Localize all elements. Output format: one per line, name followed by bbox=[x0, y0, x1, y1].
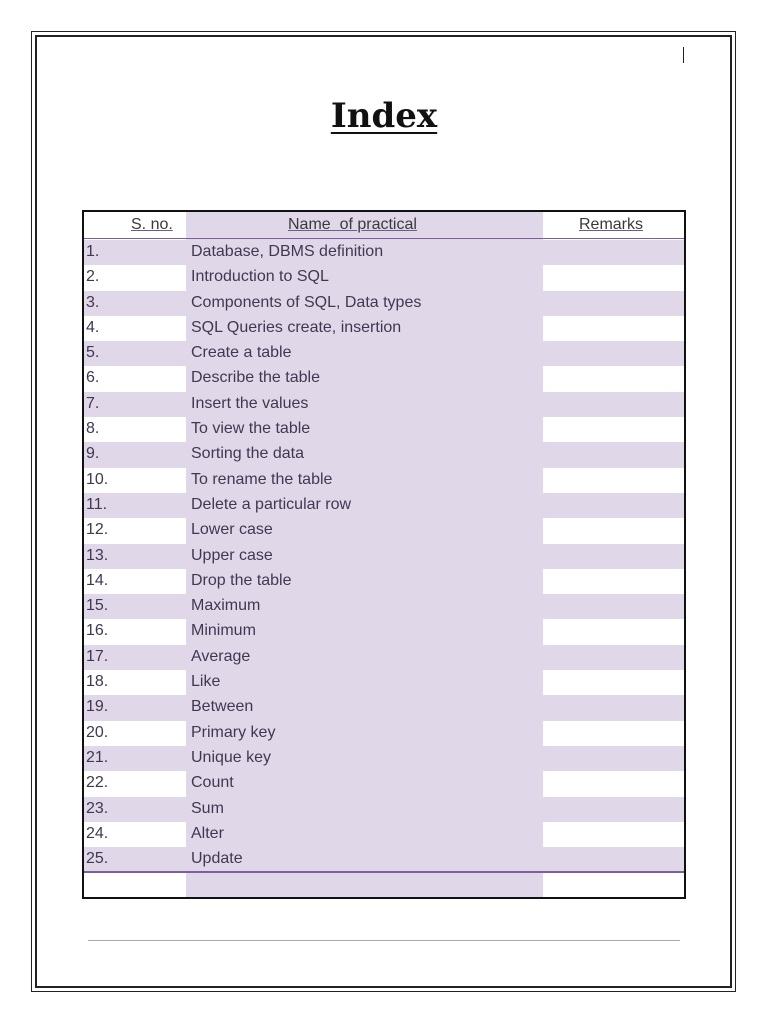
row-remarks-cell[interactable] bbox=[543, 746, 684, 771]
row-remarks-cell[interactable] bbox=[543, 645, 684, 670]
row-remarks-cell[interactable] bbox=[543, 366, 684, 391]
row-remarks-cell[interactable] bbox=[543, 569, 684, 594]
row-remarks-cell[interactable] bbox=[543, 518, 684, 543]
table-row bbox=[84, 594, 684, 619]
row-remarks-cell[interactable] bbox=[543, 695, 684, 720]
table-row bbox=[84, 822, 684, 847]
header-name: Name of practical bbox=[288, 216, 417, 233]
row-sno: 1. bbox=[86, 243, 100, 260]
row-remarks-cell[interactable] bbox=[543, 316, 684, 341]
table-header-row bbox=[84, 212, 684, 239]
table-row bbox=[84, 721, 684, 746]
table-row bbox=[84, 417, 684, 442]
row-practical-name: Maximum bbox=[191, 597, 261, 615]
table-row bbox=[84, 468, 684, 493]
row-sno: 19. bbox=[86, 698, 109, 716]
row-sno: 3. bbox=[86, 293, 100, 311]
table-row bbox=[84, 771, 684, 796]
row-practical-name: Unique key bbox=[191, 748, 272, 766]
row-remarks-cell[interactable] bbox=[543, 417, 684, 442]
text-cursor bbox=[683, 47, 684, 63]
row-practical-name: Components of SQL, Data types bbox=[191, 293, 422, 311]
index-table bbox=[82, 210, 686, 899]
row-sno: 4. bbox=[86, 318, 100, 336]
row-remarks-cell[interactable] bbox=[543, 594, 684, 619]
row-practical-name: Create a table bbox=[191, 344, 292, 362]
row-sno: 10. bbox=[86, 470, 109, 488]
row-practical-name: Count bbox=[191, 774, 234, 792]
row-sno: 22. bbox=[86, 774, 109, 792]
row-sno: 16. bbox=[86, 622, 109, 640]
table-row bbox=[84, 240, 684, 265]
row-sno: 9. bbox=[86, 445, 100, 463]
row-practical-name: Between bbox=[191, 698, 254, 716]
row-remarks-cell[interactable] bbox=[543, 721, 684, 746]
row-practical-name: Database, DBMS definition bbox=[191, 243, 384, 260]
row-practical-name: Lower case bbox=[191, 521, 273, 539]
table-row bbox=[84, 746, 684, 771]
table-bottom-rule bbox=[84, 871, 684, 873]
table-row bbox=[84, 797, 684, 822]
row-remarks-cell[interactable] bbox=[543, 291, 684, 316]
row-remarks-cell[interactable] bbox=[543, 544, 684, 569]
page-title-text: Index bbox=[330, 96, 438, 136]
header-remarks: Remarks bbox=[579, 216, 644, 233]
row-practical-name: Describe the table bbox=[191, 369, 320, 387]
row-practical-name: Primary key bbox=[191, 723, 276, 741]
row-practical-name: Introduction to SQL bbox=[191, 268, 329, 286]
table-row bbox=[84, 670, 684, 695]
row-practical-name: Update bbox=[191, 850, 243, 868]
row-sno: 7. bbox=[86, 394, 100, 412]
row-practical-name: Sum bbox=[191, 799, 224, 817]
row-practical-name: Upper case bbox=[191, 546, 273, 564]
table-row bbox=[84, 518, 684, 543]
row-sno: 15. bbox=[86, 597, 109, 615]
row-practical-name: Alter bbox=[191, 824, 224, 842]
table-row bbox=[84, 695, 684, 720]
row-sno: 6. bbox=[86, 369, 100, 387]
row-sno: 25. bbox=[86, 850, 109, 868]
table-row bbox=[84, 316, 684, 341]
table-body bbox=[84, 240, 684, 872]
row-practical-name: Minimum bbox=[191, 622, 256, 640]
row-sno: 5. bbox=[86, 344, 100, 362]
row-sno: 23. bbox=[86, 799, 109, 817]
row-sno: 13. bbox=[86, 546, 109, 564]
footer-rule bbox=[88, 940, 680, 941]
row-remarks-cell[interactable] bbox=[543, 797, 684, 822]
row-sno: 14. bbox=[86, 571, 109, 589]
row-practical-name: Like bbox=[191, 673, 221, 691]
row-remarks-cell[interactable] bbox=[543, 442, 684, 467]
table-row bbox=[84, 847, 684, 872]
row-practical-name: Insert the values bbox=[191, 394, 309, 412]
row-remarks-cell[interactable] bbox=[543, 341, 684, 366]
row-remarks-cell[interactable] bbox=[543, 822, 684, 847]
row-remarks-cell[interactable] bbox=[543, 493, 684, 518]
row-practical-name: To view the table bbox=[191, 420, 311, 438]
row-sno: 17. bbox=[86, 647, 109, 665]
row-sno: 21. bbox=[86, 748, 109, 766]
table-row bbox=[84, 619, 684, 644]
row-remarks-cell[interactable] bbox=[543, 240, 684, 265]
table-row bbox=[84, 442, 684, 467]
row-practical-name: Average bbox=[191, 647, 251, 665]
row-sno: 2. bbox=[86, 268, 100, 286]
row-remarks-cell[interactable] bbox=[543, 670, 684, 695]
table-row bbox=[84, 645, 684, 670]
row-practical-name: Drop the table bbox=[191, 571, 292, 589]
row-sno: 11. bbox=[86, 495, 108, 513]
row-remarks-cell[interactable] bbox=[543, 265, 684, 290]
row-sno: 12. bbox=[86, 521, 109, 539]
row-remarks-cell[interactable] bbox=[543, 392, 684, 417]
table-row bbox=[84, 366, 684, 391]
row-remarks-cell[interactable] bbox=[543, 619, 684, 644]
row-practical-name: Delete a particular row bbox=[191, 495, 352, 513]
row-sno: 24. bbox=[86, 824, 109, 842]
row-remarks-cell[interactable] bbox=[543, 468, 684, 493]
table-row bbox=[84, 291, 684, 316]
row-practical-name: SQL Queries create, insertion bbox=[191, 318, 402, 336]
row-practical-name: To rename the table bbox=[191, 470, 333, 488]
table-row bbox=[84, 569, 684, 594]
row-sno: 20. bbox=[86, 723, 109, 741]
table-row bbox=[84, 265, 684, 290]
row-sno: 18. bbox=[86, 673, 109, 691]
table-row bbox=[84, 544, 684, 569]
table-row bbox=[84, 392, 684, 417]
row-remarks-cell[interactable] bbox=[543, 847, 684, 872]
table-row bbox=[84, 341, 684, 366]
row-sno: 8. bbox=[86, 420, 100, 438]
page-title bbox=[0, 96, 768, 136]
row-remarks-cell[interactable] bbox=[543, 771, 684, 796]
header-sno: S. no. bbox=[131, 216, 173, 233]
row-practical-name: Sorting the data bbox=[191, 445, 304, 463]
table-row bbox=[84, 493, 684, 518]
